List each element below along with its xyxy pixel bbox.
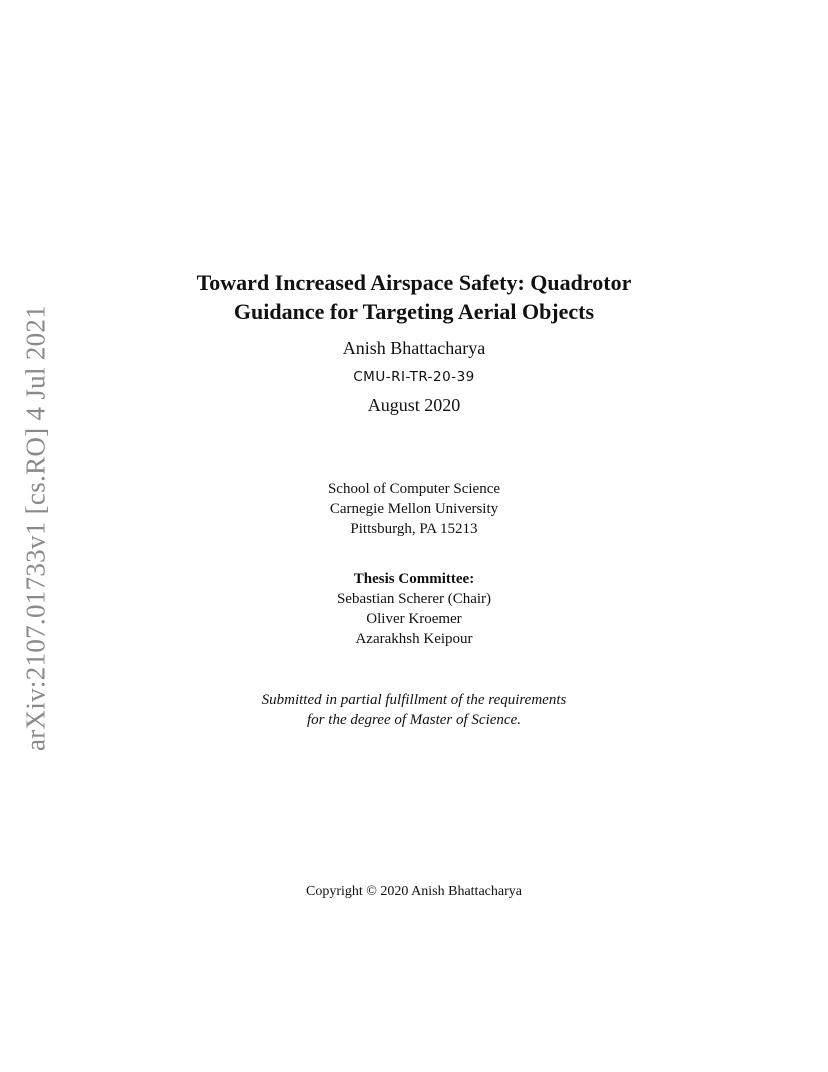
submission-note-line-2: for the degree of Master of Science.	[307, 712, 521, 728]
publication-date: August 2020	[367, 395, 461, 415]
report-number: CMU-RI-TR-20-39	[353, 369, 475, 385]
thesis-title-line-2: Guidance for Targeting Aerial Objects	[233, 299, 595, 324]
address-line: School of Computer Science	[327, 481, 501, 497]
committee-heading: Thesis Committee:	[353, 571, 475, 587]
author-name: Anish Bhattacharya	[342, 338, 486, 358]
submission-note	[0, 690, 828, 730]
thesis-committee	[0, 569, 828, 649]
arxiv-identifier: arXiv:2107.01733v1 [cs.RO] 4 Jul 2021	[20, 304, 51, 752]
committee-member: Oliver Kroemer	[366, 611, 462, 627]
institution-address	[0, 479, 828, 539]
address-line: Pittsburgh, PA 15213	[350, 521, 478, 537]
copyright-notice: Copyright © 2020 Anish Bhattacharya	[306, 884, 522, 899]
thesis-title-line-1: Toward Increased Airspace Safety: Quadrotor	[196, 270, 632, 295]
committee-member: Azarakhsh Keipour	[355, 631, 473, 647]
address-line: Carnegie Mellon University	[329, 501, 499, 517]
submission-note-line-1: Submitted in partial fulfillment of the requirements	[261, 692, 567, 708]
thesis-title	[0, 268, 828, 326]
committee-member: Sebastian Scherer (Chair)	[336, 591, 492, 607]
